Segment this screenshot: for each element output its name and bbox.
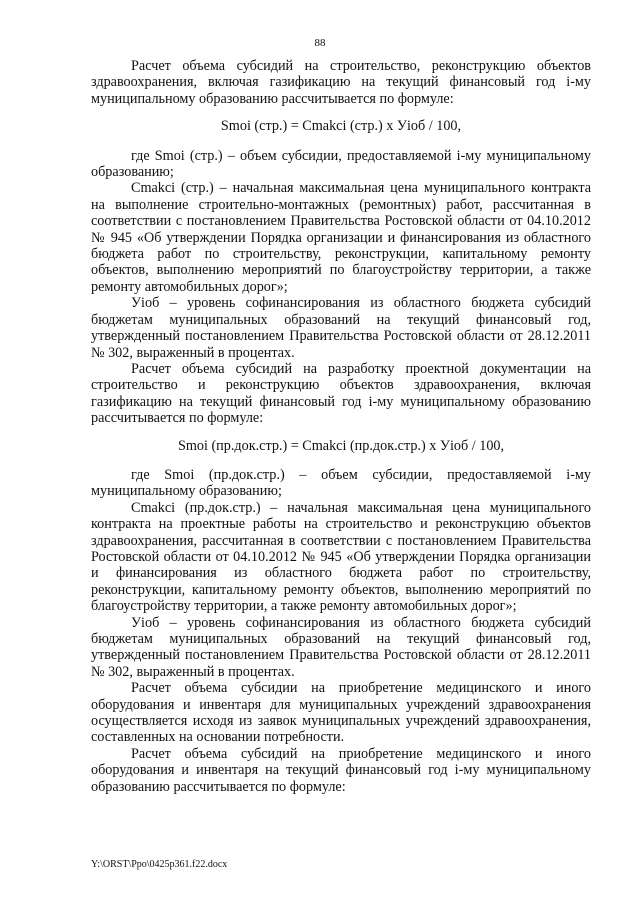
paragraph: Уioб – уровень софинансирования из областного бюджета субсидий бюджетам муниципальных образований на текущий финансовый год, утвержденный постановлением Правительства Ростовской области от 28.12.2011 № 302, выраженный в процентах. (91, 295, 591, 361)
paragraph: Расчет объема субсидий на строительство, реконструкцию объектов здравоохранения, включая газификацию на текущий финансовый год i-му муниципальному образованию рассчитывается по формуле: (91, 58, 591, 107)
paragraph: где Smoi (пр.док.стр.) – объем субсидии, предоставляемой i-му муниципальному образованию; (91, 466, 591, 500)
paragraph: Cmakci (пр.док.стр.) – начальная максимальная цена муниципального контракта на проектные работы на строительство и реконструкцию объектов здравоохранения, рассчитанная в соответствии с постановлением Правительства Ростовской области от 04.10.2012 № 945 «Об утверждении Порядка организации и финансирования из областного бюджета работ по строительству, реконструкции, капитальному ремонту объектов, выполнению мероприятий по благоустройству территории, а также ремонту автомобильных дорог»; (91, 499, 591, 615)
formula: Smoi (пр.док.стр.) = Cmakci (пр.док.стр.) x Уioб / 100, (177, 437, 505, 454)
paragraph: Расчет объема субсидий на разработку проектной документации на строительство и реконструкцию объектов здравоохранения, включая газификацию на текущий финансовый год i-му муниципальному образованию рассчитывается по формуле: (91, 360, 591, 427)
document-body (91, 58, 591, 795)
paragraph: Расчет объема субсидии на приобретение медицинского и иного оборудования и инвентаря для муниципальных учреждений здравоохранения осуществляется исходя из заявок муниципальных учреждений здравоохранения, составленных на основании потребности. (91, 680, 591, 746)
formula: Smoi (стр.) = Cmakci (стр.) x Уioб / 100, (220, 118, 462, 135)
paragraph: Уioб – уровень софинансирования из областного бюджета субсидий бюджетам муниципальных образований на текущий финансовый год, утвержденный постановлением Правительства Ростовской области от 28.12.2011 № 302, выраженный в процентах. (91, 614, 591, 680)
footer-file-path: Y:\ORST\Ppo\0425p361.f22.docx (91, 859, 228, 870)
paragraph: Расчет объема субсидий на приобретение медицинского и иного оборудования и инвентаря на текущий финансовый год i-му муниципальному образованию рассчитывается по формуле: (91, 745, 591, 795)
paragraph: Cmakci (стр.) – начальная максимальная цена муниципального контракта на выполнение строительно-монтажных (ремонтных) работ, рассчитанная в соответствии с постановлением Правительства Ростовской области от 04.10.2012 № 945 «Об утверждении Порядка организации и финансирования из областного бюджета работ по строительству, реконструкции, капитальному ремонту объектов, выполнению мероприятий по благоустройству территории, а также ремонту автомобильных дорог»; (91, 180, 591, 295)
page-number: 88 (314, 37, 326, 49)
paragraph: где Smoi (стр.) – объем субсидии, предоставляемой i-му муниципальному образованию; (91, 147, 591, 181)
